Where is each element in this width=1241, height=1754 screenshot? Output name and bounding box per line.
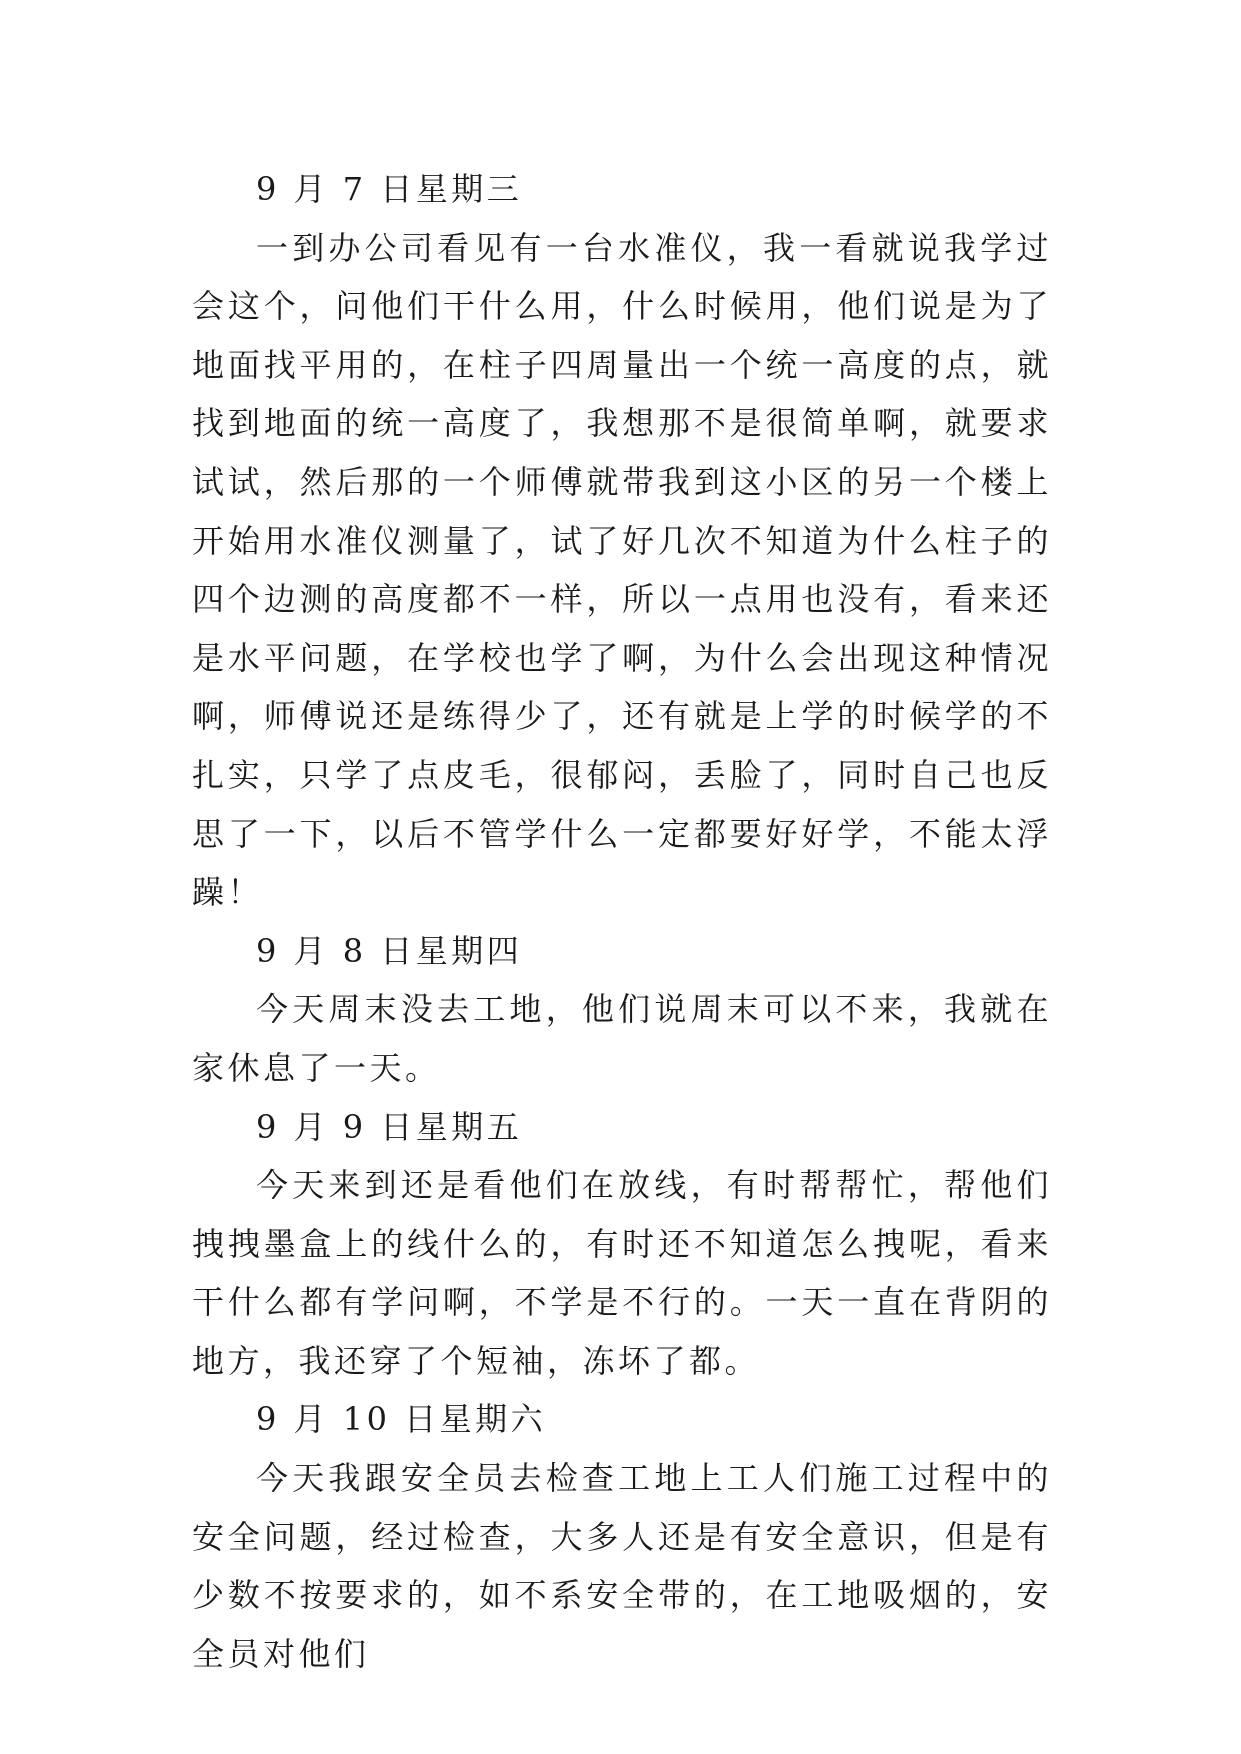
entry-text: 今天我跟安全员去检查工地上工人们施工过程中的安全问题，经过检查，大多人还是有安全意识，但是有少数不按要求的，如不系安全带的，在工地吸烟的，安全员对他们 xyxy=(192,1459,1052,1673)
entry-date: 9 月 9 日星期五 xyxy=(256,1107,523,1146)
entry-text: 今天周末没去工地，他们说周末可以不来，我就在家休息了一天。 xyxy=(192,990,1052,1087)
entry-text: 今天来到还是看他们在放线，有时帮帮忙，帮他们拽拽墨盒上的线什么的，有时还不知道怎么拽呢，看来干什么都有学问啊，不学是不行的。一天一直在背阴的地方，我还穿了个短袖，冻坏了都。 xyxy=(192,1166,1052,1380)
entry-date: 9 月 7 日星期三 xyxy=(256,170,523,208)
entry-date: 9 月 8 日星期四 xyxy=(256,931,523,970)
entry-date: 9 月 10 日星期六 xyxy=(256,1400,547,1439)
entry-text: 一到办公司看见有一台水准仪，我一看就说我学过会这个，问他们干什么用，什么时候用，他们说是为了地面找平用的，在柱子四周量出一个统一高度的点，就找到地面的统一高度了，我想那不是很简单啊，就要求试试，然后那的一个师傅就带我到这小区的另一个楼上开始用水准仪测量了，试了好几次不知道为什么柱子的四个边测的高度都不一样，所以一点用也没有，看来还是水平问题，在学校也学了啊，为什么会出现这种情况啊，师傅说还是练得少了，还有就是上学的时候学的不扎实，只学了点皮毛，很郁闷，丢脸了，同时自己也反思了一下，以后不管学什么一定都要好好学，不能太浮躁！ xyxy=(192,228,1052,912)
diary-body xyxy=(192,160,1052,1683)
